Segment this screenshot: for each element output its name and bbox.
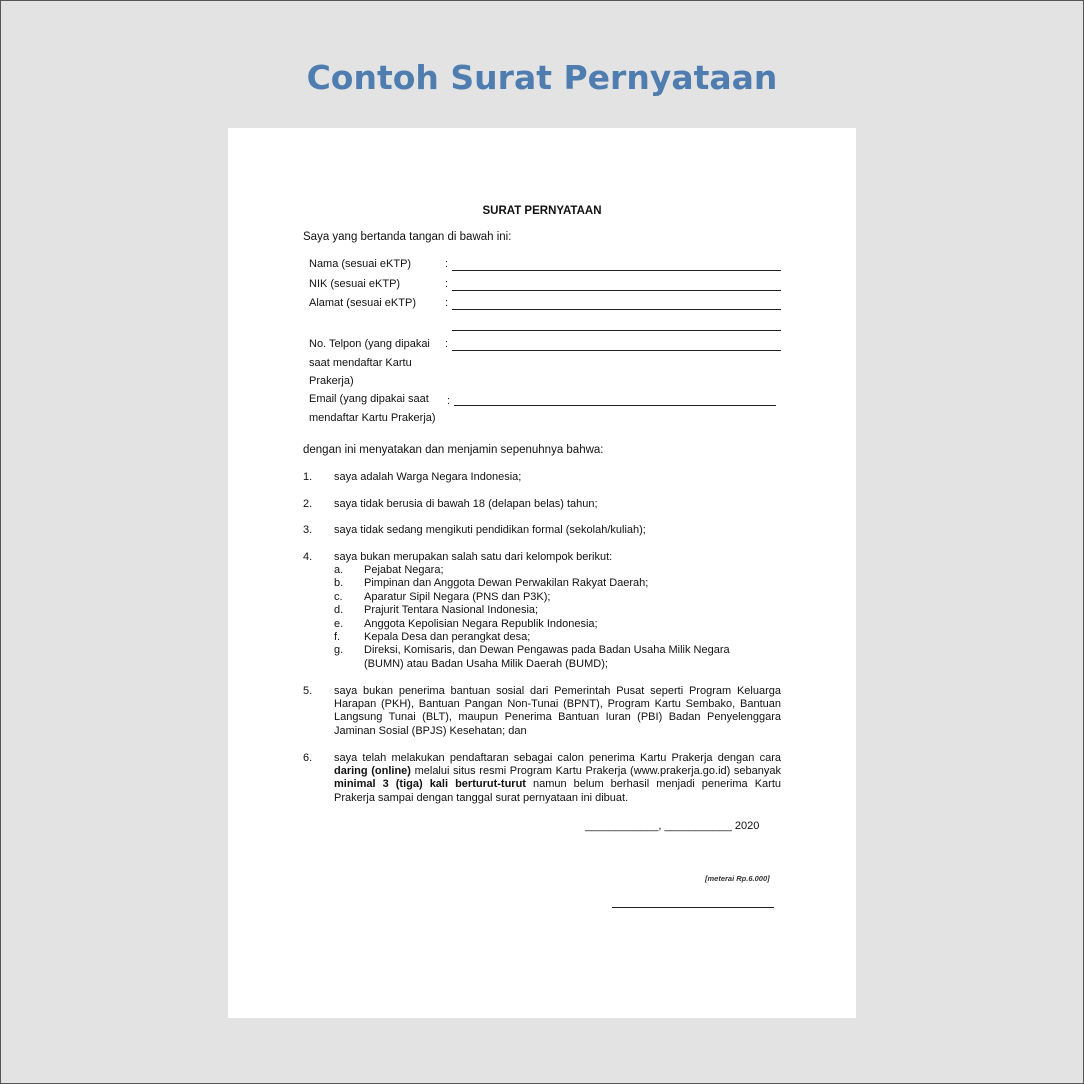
item-number: 3. [303,524,313,536]
subitem-letter: f. [334,631,341,643]
item-number: 4. [303,551,313,563]
item-text: saya tidak berusia di bawah 18 (delapan belas) tahun; [334,498,598,510]
date-line: ____________, ___________ 2020 [585,820,760,832]
field-line-telpon[interactable] [452,350,781,351]
field-label-nama: Nama (sesuai eKTP) [309,258,412,270]
document-page [228,128,856,1018]
subitem-letter: e. [334,617,344,630]
field-colon: : [445,278,449,290]
subitem-text: Anggota Kepolisian Negara Republik Indonesia; [364,617,598,630]
field-label-nik: NIK (sesuai eKTP) [309,278,401,290]
item-number: 1. [303,471,313,483]
field-label-telpon-cont: Prakerja) [309,375,354,387]
item-text-6: saya telah melakukan pendaftaran sebagai calon penerima Kartu Prakerja dengan cara daring (online) melalui situs resmi Program Kartu Prakerja (www.prakerja.go.id) sebanyak minimal 3 (tiga) kali berturut-turut namun belum berhasil menjadi penerima Kartu Prakerja sampai dengan tanggal surat pernyataan ini dibuat. [334,752,782,804]
subitem-text: (BUMN) atau Badan Usaha Milik Daerah (BUMD); [364,657,608,670]
field-colon: : [447,395,451,407]
item-text: saya bukan penerima bantuan sosial dari Pemerintah Pusat seperti Program Keluarga Harapan (PKH), Bantuan Pangan Non-Tunai (BPNT), Program Kartu Sembako, Bantuan Langsung Tunai (BLT), maupun Penerima Bantuan Iuran (PBI) Badan Penyelenggara Jaminan Sosial (BPJS) Kesehatan; dan [334,685,781,737]
subitem-letter: a. [334,564,344,576]
field-line-alamat[interactable] [452,309,781,310]
field-label-email: Email (yang dipakai saat [309,393,429,405]
item-number: 6. [303,752,313,764]
item-text: saya adalah Warga Negara Indonesia; [334,471,522,483]
subitem-text: Prajurit Tentara Nasional Indonesia; [364,604,539,617]
subitem-text: Direksi, Komisaris, dan Dewan Pengawas pada Badan Usaha Milik Negara [364,644,730,657]
field-label-telpon-cont: saat mendaftar Kartu [309,357,412,369]
subitem-letter: b. [334,577,344,590]
intro-text: Saya yang bertanda tangan di bawah ini: [303,231,512,243]
item-text: saya bukan merupakan salah satu dari kelompok berikut: [334,551,613,563]
field-label-alamat: Alamat (sesuai eKTP) [309,297,416,309]
statement-text: dengan ini menyatakan dan menjamin sepenuhnya bahwa: [303,444,604,456]
subitem-letter: c. [334,590,343,603]
subitem-text: Aparatur Sipil Negara (PNS dan P3K); [364,590,551,603]
field-line-alamat-2[interactable] [452,330,781,331]
field-label-email-cont: mendaftar Kartu Prakerja) [309,412,436,424]
field-line-email[interactable] [454,405,776,406]
field-line-nama[interactable] [452,270,781,271]
signature-line[interactable] [612,907,774,908]
subitem-text: Pejabat Negara; [364,564,444,576]
subitem-text: Kepala Desa dan perangkat desa; [364,631,531,643]
item-number: 5. [303,685,313,697]
field-colon: : [445,297,449,309]
page-heading: Contoh Surat Pernyataan [306,58,778,97]
meterai-label: [meterai Rp.6.000] [705,874,770,883]
subitem-letter: g. [334,644,344,657]
field-colon: : [445,258,449,270]
subitem-text: Pimpinan dan Anggota Dewan Perwakilan Rakyat Daerah; [364,577,649,590]
field-label-telpon: No. Telpon (yang dipakai [309,338,430,350]
subitem-letter: d. [334,604,344,617]
item-text: saya tidak sedang mengikuti pendidikan formal (sekolah/kuliah); [334,524,646,536]
item-number: 2. [303,498,313,510]
document-title: SURAT PERNYATAAN [482,205,602,217]
field-colon: : [445,338,449,350]
field-line-nik[interactable] [452,290,781,291]
